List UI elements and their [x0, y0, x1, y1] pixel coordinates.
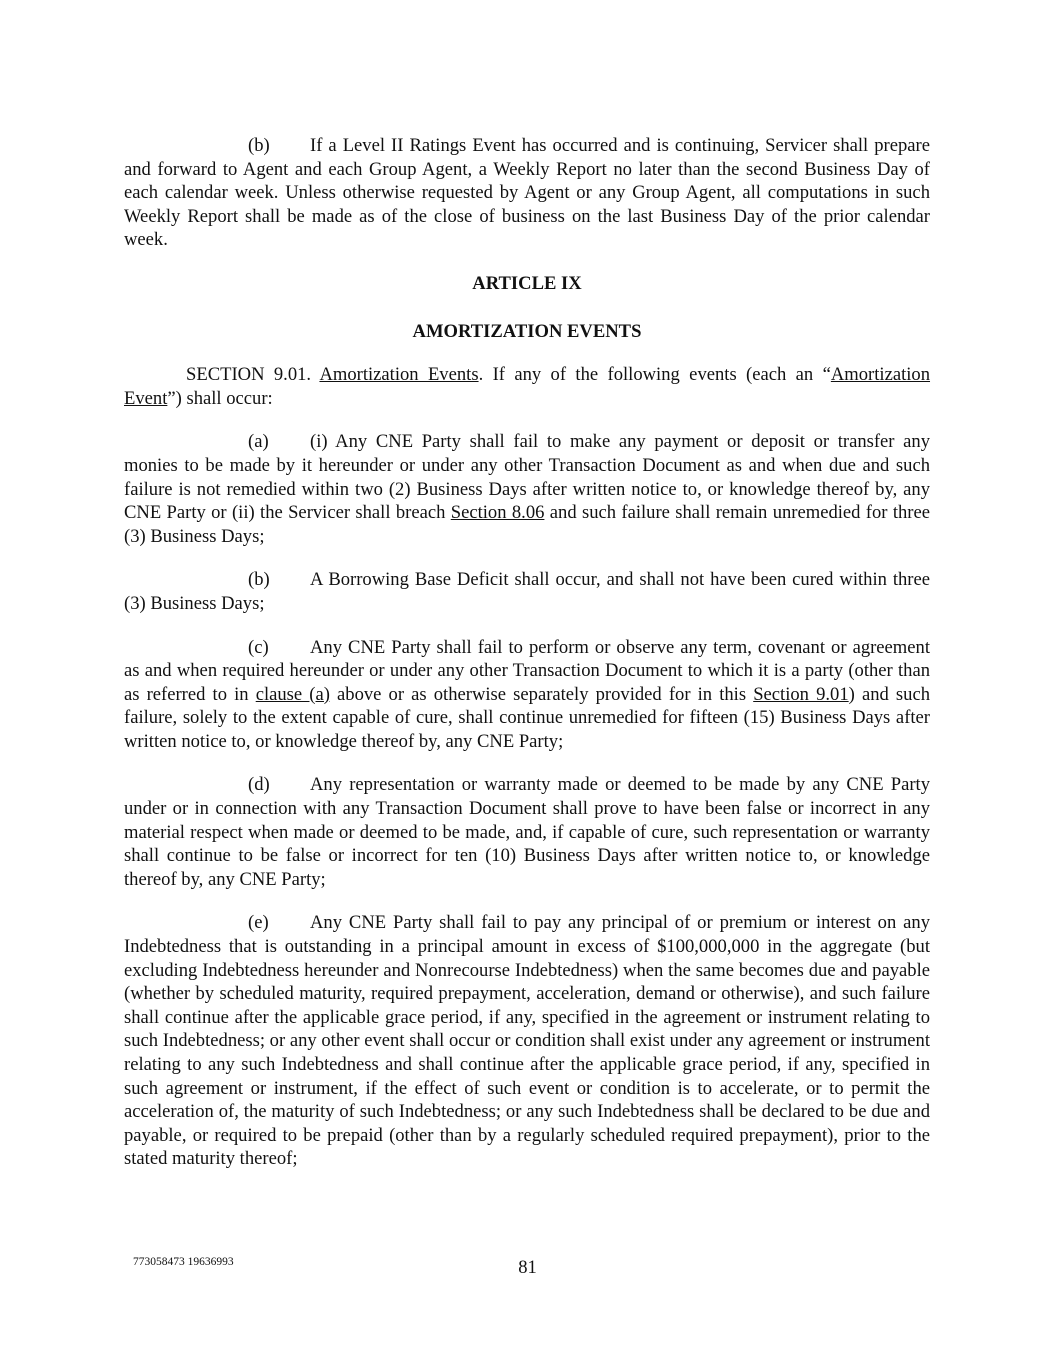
- clause-label: (c): [248, 636, 269, 658]
- clause-text: Any representation or warranty made or deemed to be made by any CNE Party under or in connection with any Transaction Document shall prove to have been false or incorrect in any material respect when made or deemed to be made, and, if capable of cure, such representation or warranty shall continue to be false or incorrect for ten (10) Business Days after written notice to, or knowledge thereof by, any CNE Party;: [124, 774, 930, 890]
- cross-reference-section-8-06: Section 8.06: [450, 502, 545, 524]
- paragraph-label: (b): [248, 135, 270, 156]
- article-heading: ARTICLE IX: [472, 272, 582, 294]
- clause-c: [124, 636, 930, 754]
- footer-document-id: 773058473 19636993: [133, 1256, 234, 1268]
- clause-label: (b): [248, 569, 270, 591]
- clause-label: (d): [248, 774, 270, 796]
- section-title: Amortization Events: [319, 364, 479, 386]
- clause-text: Any CNE Party shall fail to pay any principal of or premium or interest on any Indebtedness that is outstanding in a principal amount in excess of $100,000,000 in the aggregate (but excluding Indebtedness hereunder and Nonrecourse Indebtedness) when the same becomes due and payable (whether by scheduled maturity, required prepayment, acceleration, demand or otherwise), and such failure shall continue after the applicable grace period, if any, specified in the agreement or instrument relating to such Indebtedness; or any other event shall occur or condition shall exist under any agreement or instrument relating to any such Indebtedness and shall continue after the applicable grace period, if any, specified in such agreement or instrument, if the effect of such event or condition is to accelerate, or to permit the acceleration of, the maturity of such Indebtedness; or any such Indebtedness shall be declared to be due and payable, or required to be prepaid (other than by a regularly scheduled required prepayment), prior to the stated maturity thereof;: [124, 912, 930, 1170]
- cross-reference-section-9-01: Section 9.01: [753, 683, 849, 705]
- clause-label: (e): [248, 912, 269, 934]
- section-intro: [124, 363, 930, 410]
- clause-e: [124, 911, 930, 1171]
- clause-a: [124, 430, 930, 548]
- clause-label: (a): [248, 431, 269, 453]
- clause-d: [124, 773, 930, 891]
- section-number: SECTION 9.01.: [186, 364, 312, 386]
- clause-text: ) and such failure, solely to the extent capable of cure, shall continue unremedied for fifteen (15) Business Days after written notice to, or knowledge thereof by, any CNE Party;: [124, 683, 930, 752]
- section-intro-text-2: ”) shall occur:: [167, 387, 273, 409]
- section-intro-text-1: . If any of the following events (each an “: [478, 364, 831, 386]
- clause-text: and such failure shall remain unremedied for three (3) Business Days;: [124, 502, 930, 547]
- clause-text: Any CNE Party shall fail to perform or observe any term, covenant or agreement as and when required hereunder or under any other Transaction Document to which it is a party (other than as referred to in: [124, 636, 930, 705]
- document-page: [124, 134, 930, 1191]
- paragraph-weekly-report: [124, 134, 930, 252]
- clause-text: above or as otherwise separately provided for in this: [329, 683, 754, 705]
- paragraph-text: If a Level II Ratings Event has occurred and is continuing, Servicer shall prepare and forward to Agent and each Group Agent, a Weekly Report no later than the second Business Day of each calendar week. Unless otherwise requested by Agent or any Group Agent, all computations in such Weekly Report shall be made as of the close of business on the last Business Day of the prior calendar week.: [124, 135, 930, 251]
- clause-b: [124, 568, 930, 615]
- defined-term: Amortization Event: [124, 364, 931, 409]
- cross-reference-clause-a: clause (a): [255, 683, 330, 705]
- article-title: AMORTIZATION EVENTS: [412, 320, 642, 342]
- page-number: 81: [518, 1257, 537, 1278]
- clause-text: A Borrowing Base Deficit shall occur, and shall not have been cured within three (3) Business Days;: [124, 569, 930, 614]
- clause-text: (i) Any CNE Party shall fail to make any payment or deposit or transfer any monies to be made by it hereunder or under any other Transaction Document as and when due and such failure is not remedied within two (2) Business Days after written notice to, or knowledge thereof by, any CNE Party or (ii) the Servicer shall breach: [124, 431, 930, 524]
